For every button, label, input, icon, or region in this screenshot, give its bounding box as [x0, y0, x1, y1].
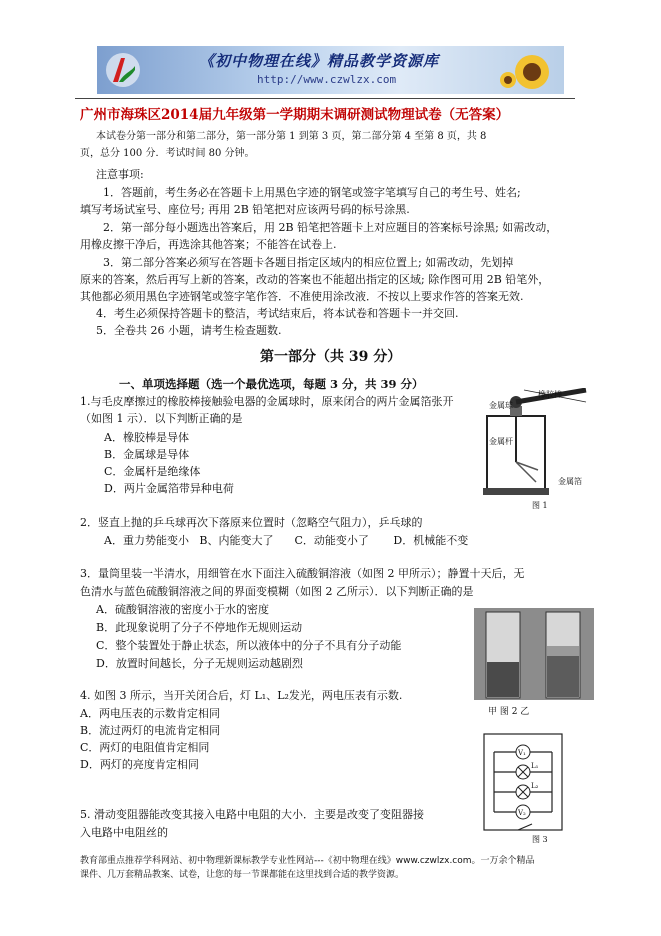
notice-line: 原来的答案，然后再写上新的答案，改动的答案也不能超出指定的区域; 除作图可用 2B 铅笔外，	[80, 273, 550, 286]
notice-line: 其他都必须用黑色字迹钢笔或签字笔作答．不准使用涂改液．不按以上要求作答的答案无效.	[80, 290, 524, 303]
header-rule	[75, 98, 575, 99]
option-d: D．两灯的亮度肯定相同	[80, 758, 199, 771]
question-stem: 4. 如图 3 所示，当开关闭合后，灯 L₁、L₂发光，两电压表有示数.	[80, 689, 403, 702]
option-a: A．橡胶棒是导体	[104, 431, 189, 444]
notice-line: 2．第一部分每小题选出答案后，用 2B 铅笔把答题卡上对应题目的答案标号涂黑; 如需改动，	[103, 221, 558, 234]
part-heading: 第一部分（共 39 分）	[260, 349, 402, 365]
figure-caption: 甲 图 2 乙	[488, 707, 530, 717]
question-stem: （如图 1 示）．以下判断正确的是	[80, 412, 243, 425]
header-banner	[97, 46, 564, 94]
notice-line: 4．考生必须保持答题卡的整洁，考试结束后，将本试卷和答题卡一并交回.	[96, 307, 459, 320]
fig3-label: L₁	[531, 762, 539, 770]
fig1-label: 橡胶棒	[538, 390, 562, 399]
option-c: C．两灯的电阻值肯定相同	[80, 741, 210, 754]
question-stem: 2．竖直上抛的乒乓球再次下落原来位置时（忽略空气阻力），乒乓球的	[80, 516, 423, 529]
banner-url[interactable]: http://www.czwlzx.com	[257, 73, 397, 86]
intro-line: 页，总分 100 分．考试时间 80 分钟。	[80, 148, 255, 159]
sunflower-icon	[498, 50, 558, 94]
option-c: C．金属杆是绝缘体	[104, 465, 201, 478]
fig3-label: V₂	[518, 809, 526, 817]
footer-line: 课件、几万套精品教案、试卷，让您的每一节课都能在这里找到合适的教学资源。	[80, 870, 405, 880]
option-d: D．两片金属箔带异种电荷	[104, 482, 234, 495]
site-logo-icon	[105, 52, 141, 88]
option-d: D．放置时间越长，分子无规则运动越剧烈	[96, 657, 303, 670]
fig3-label: L₂	[531, 782, 539, 790]
question-stem: 色清水与蓝色硫酸铜溶液之间的界面变模糊（如图 2 乙所示）．以下判断正确的是	[80, 585, 474, 598]
notice-line: 5．全卷共 26 小题，请考生检查题数.	[96, 324, 282, 337]
option-c: C．整个装置处于静止状态，所以液体中的分子不具有分子动能	[96, 639, 402, 652]
figure-3-circuit	[478, 728, 568, 846]
option-b: B．流过两灯的电流肯定相同	[80, 724, 221, 737]
question-stem: 1.与毛皮摩擦过的橡胶棒接触验电器的金属球时，原来闭合的两片金属箔张开	[80, 395, 454, 408]
notice-heading: 注意事项:	[96, 168, 144, 181]
option-a: A．两电压表的示数肯定相同	[80, 707, 220, 720]
option-a: A．硫酸铜溶液的密度小于水的密度	[96, 603, 269, 616]
figure-1-electroscope	[478, 388, 596, 512]
fig1-label: 金属箔	[558, 477, 582, 486]
notice-line: 1．答题前，考生务必在答题卡上用黑色字迹的钢笔或签字笔填写自己的考生号、姓名;	[103, 186, 521, 199]
notice-line: 用橡皮擦干净后，再选涂其他答案；不能答在试卷上.	[80, 238, 337, 251]
fig1-label: 金属球	[489, 401, 513, 410]
fig1-label: 金属杆	[489, 437, 513, 446]
notice-line: 3．第二部分答案必须写在答题卡各题目指定区域内的相应位置上; 如需改动，先划掉	[103, 256, 514, 269]
figure-2-cylinders	[474, 608, 594, 720]
option-b: B．此现象说明了分子不停地作无规则运动	[96, 621, 303, 634]
question-stem: 3．量筒里装一半清水，用细管在水下面注入硫酸铜溶液（如图 2 甲所示）；静置十天后，无	[80, 567, 525, 580]
exam-title: 广州市海珠区2014届九年级第一学期期末调研测试物理试卷（无答案）	[80, 107, 510, 123]
question-options: A．重力势能变小 B、内能变大了 C．动能变小了 D．机械能不变	[104, 534, 469, 547]
intro-line: 本试卷分第一部分和第二部分，第一部分第 1 到第 3 页，第二部分第 4 至第 8 页，共 8	[96, 131, 487, 142]
notice-line: 填写考场试室号、座位号; 再用 2B 铅笔把对应该两号码的标号涂黑.	[80, 203, 410, 216]
section-heading: 一、单项选择题（选一个最优选项，每题 3 分，共 39 分）	[119, 377, 424, 391]
fig3-label: V₁	[518, 749, 526, 757]
figure-caption: 图 1	[532, 501, 548, 510]
question-stem: 5. 滑动变阻器能改变其接入电路中电阻的大小．主要是改变了变阻器接	[80, 808, 424, 821]
figure-caption: 图 3	[532, 835, 548, 844]
banner-title: 《初中物理在线》精品教学资源库	[199, 52, 440, 70]
question-stem: 入电路中电阻丝的	[80, 826, 168, 839]
footer-line: 教育部重点推荐学科网站、初中物理新课标教学专业性网站---《初中物理在线》www.czwlzx.com。一万余个精品	[80, 856, 535, 866]
option-b: B．金属球是导体	[104, 448, 190, 461]
